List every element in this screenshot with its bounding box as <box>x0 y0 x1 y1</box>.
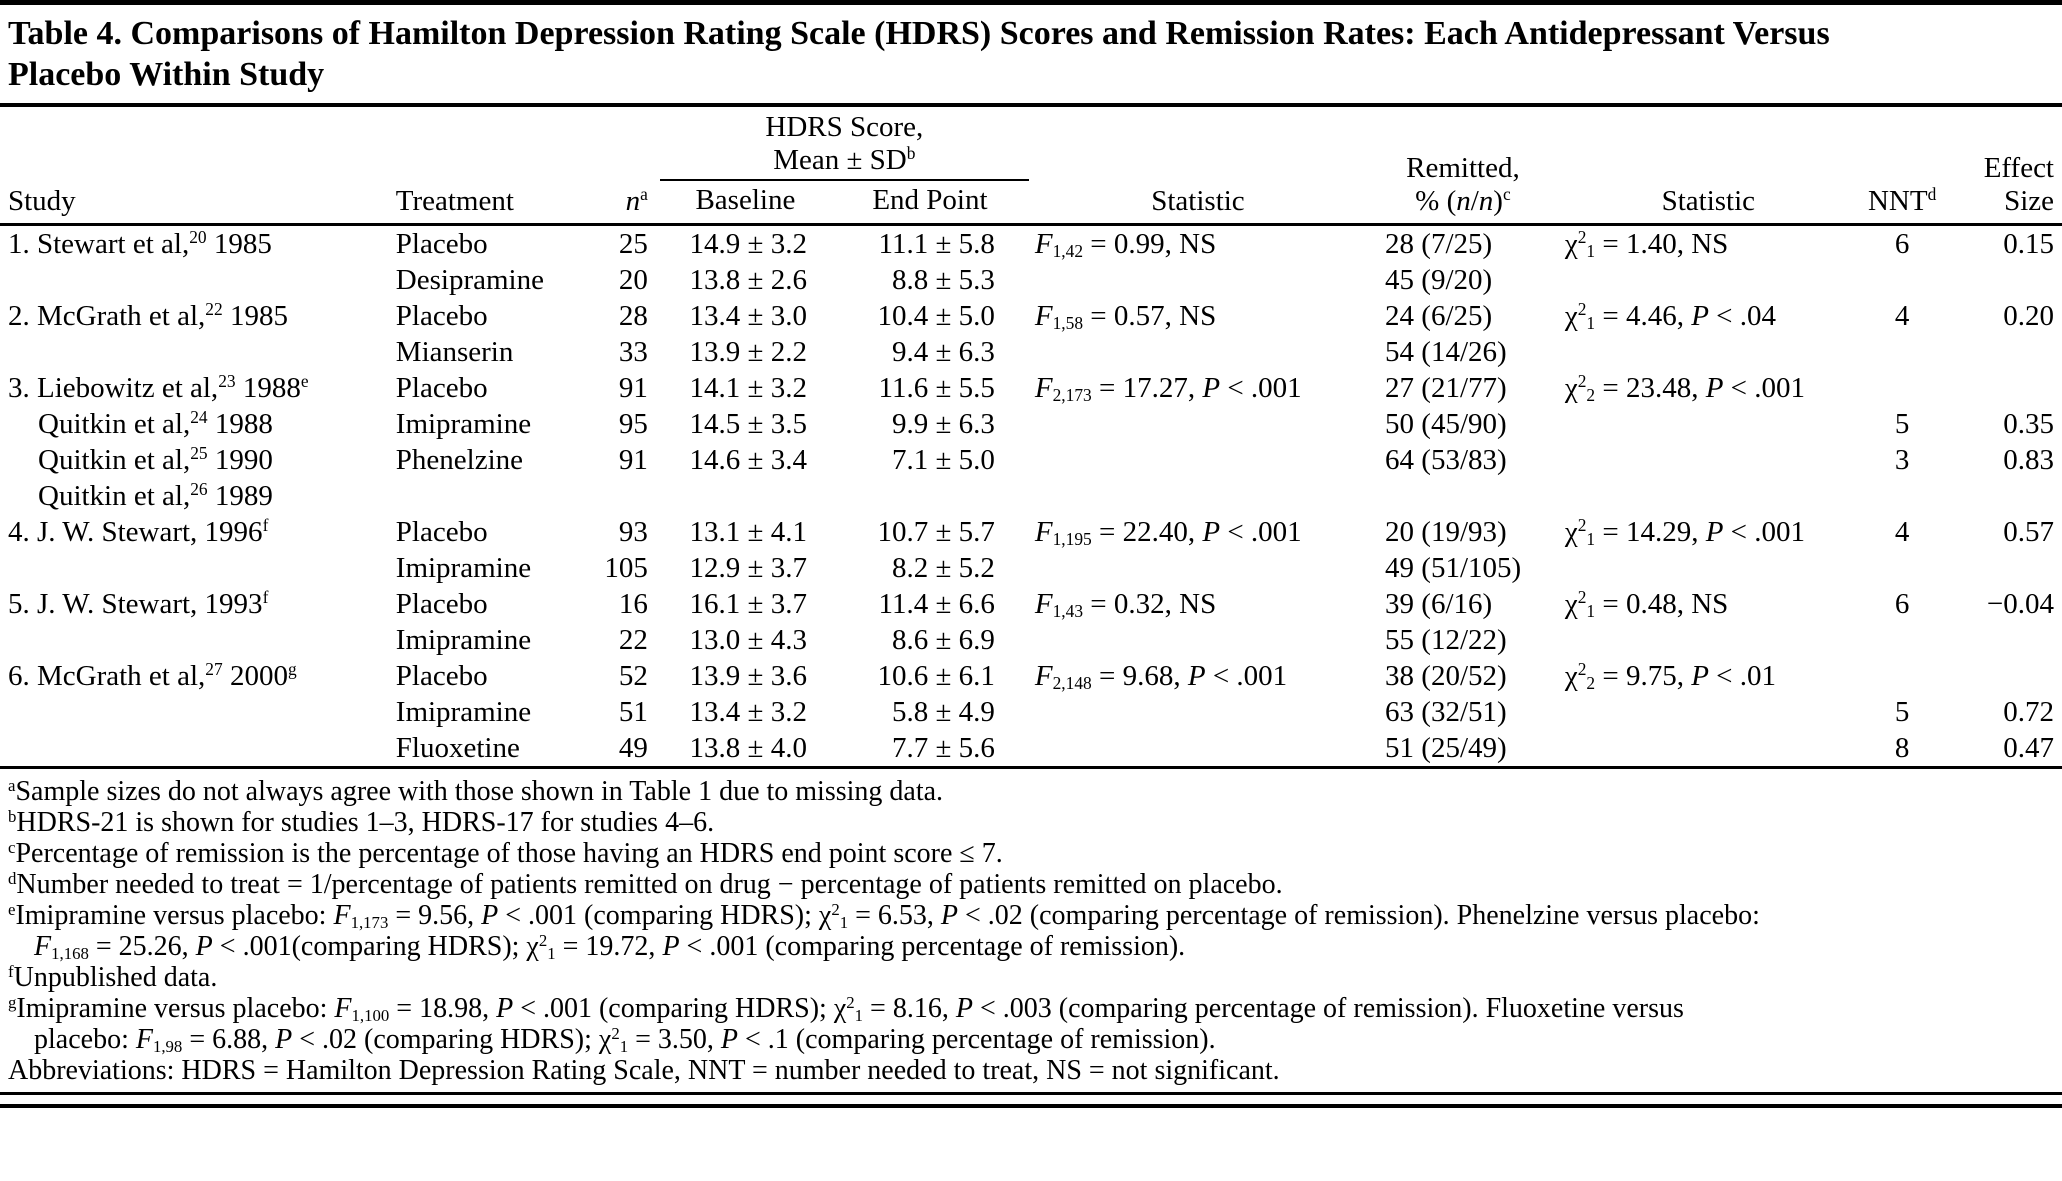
cell-statistic-remission <box>1559 550 1858 586</box>
cell-effect-size <box>1946 550 2062 586</box>
cell-study <box>0 622 392 658</box>
cell-endpoint: 8.2 ± 5.2 <box>891 552 995 584</box>
cell-nnt <box>1858 370 1947 406</box>
cell-effect-size: −0.04 <box>1986 588 2054 620</box>
comparison-table <box>0 107 2062 769</box>
table-row <box>0 370 2062 406</box>
footnote-g: $^g$Imipramine versus placebo: $F_{1,100} = 18.98$, P < .001 (comparing HDRS); $\chi^2_1 = 8.16$, P < .003 (comparing percentage of remission). Fluoxetine versus placebo: $F_{1,98} = 6.88$, P < .02 (comparing HDRS); $\chi^2_1 = 3.50$, P < .1 (comparing percentage of remission). <box>8 992 1684 1057</box>
cell-effect-size: 0.35 <box>2003 408 2054 440</box>
cell-baseline <box>660 478 831 514</box>
cell-statistic-hdrs: $F_{1,195} = 22.40$, P < .001 <box>1034 516 1302 550</box>
cell-effect-size: 0.83 <box>2003 444 2054 476</box>
cell-treatment: Placebo <box>392 225 586 263</box>
cell-effect-size <box>1946 658 2062 694</box>
cell-statistic-hdrs <box>1029 694 1367 730</box>
table-row <box>0 262 2062 298</box>
cell-nnt <box>1858 550 1947 586</box>
cell-treatment: Placebo <box>395 660 488 692</box>
cell-statistic-hdrs <box>1029 622 1367 658</box>
table-header <box>0 107 2062 225</box>
cell-study <box>0 694 392 730</box>
cell-statistic-remission <box>1559 334 1858 370</box>
cell-baseline: 13.4 ± 3.2 <box>689 696 807 728</box>
cell-n: 95 <box>618 408 648 440</box>
cell-endpoint: 10.7 ± 5.7 <box>877 516 995 548</box>
cell-remitted: 24 (6/25) <box>1385 300 1493 332</box>
cell-effect-size: 0.20 <box>2003 300 2054 332</box>
cell-study: Quitkin et al,$^{26}$ 1989 <box>38 479 273 512</box>
cell-endpoint: 5.8 ± 4.9 <box>891 696 995 728</box>
cell-endpoint: 8.6 ± 6.9 <box>891 624 995 656</box>
cell-endpoint: 7.7 ± 5.6 <box>831 730 1029 768</box>
footnotes <box>0 769 2062 1095</box>
table-row <box>0 694 2062 730</box>
cell-statistic-hdrs: $F_{2,173} = 17.27$, P < .001 <box>1034 372 1302 406</box>
table-title: Table 4. Comparisons of Hamilton Depression Rating Scale (HDRS) Scores and Remission Rates: Each Antidepressant Versus Placebo Within Study <box>0 5 2062 107</box>
cell-remitted: 49 (51/105) <box>1385 552 1522 584</box>
cell-endpoint: 9.9 ± 6.3 <box>891 408 995 440</box>
cell-treatment: Placebo <box>395 372 488 404</box>
table-row <box>0 442 2062 478</box>
cell-baseline: 13.0 ± 4.3 <box>689 624 807 656</box>
cell-treatment: Placebo <box>395 588 488 620</box>
cell-treatment: Imipramine <box>395 696 532 728</box>
cell-n: 20 <box>618 264 648 296</box>
cell-statistic-remission <box>1559 478 1858 514</box>
table-row <box>0 730 2062 768</box>
cell-n: 91 <box>618 444 648 476</box>
header-remitted: Remitted, % $(n/n)^c$ <box>1406 152 1520 217</box>
cell-remitted: 50 (45/90) <box>1385 408 1507 440</box>
cell-n: 51 <box>618 696 648 728</box>
cell-treatment: Phenelzine <box>395 444 524 476</box>
cell-treatment: Imipramine <box>395 408 532 440</box>
cell-effect-size <box>1946 478 2062 514</box>
cell-effect-size <box>1946 370 2062 406</box>
table-row <box>0 622 2062 658</box>
cell-effect-size: 0.15 <box>1946 225 2062 263</box>
cell-nnt: 4 <box>1894 300 1910 332</box>
table-row <box>0 478 2062 514</box>
bottom-double-rule <box>0 1095 2062 1108</box>
cell-statistic-remission <box>1559 622 1858 658</box>
cell-n: 52 <box>618 660 648 692</box>
cell-treatment: Mianserin <box>395 336 514 368</box>
cell-treatment <box>392 478 586 514</box>
cell-baseline: 16.1 ± 3.7 <box>689 588 807 620</box>
cell-baseline: 14.9 ± 3.2 <box>660 225 831 263</box>
cell-remitted: 28 (7/25) <box>1367 225 1559 263</box>
footnote-f: $^f$Unpublished data. <box>8 961 218 993</box>
cell-remitted: 55 (12/22) <box>1385 624 1507 656</box>
cell-endpoint: 8.8 ± 5.3 <box>891 264 995 296</box>
table-row <box>0 586 2062 622</box>
cell-statistic-remission <box>1559 730 1858 768</box>
cell-baseline: 12.9 ± 3.7 <box>689 552 807 584</box>
header-treatment: Treatment <box>395 185 514 217</box>
footnote-abbreviations: Abbreviations: HDRS = Hamilton Depression Rating Scale, NNT = number needed to treat, NS = not significant. <box>8 1055 1280 1086</box>
cell-statistic-hdrs <box>1029 478 1367 514</box>
table-row <box>0 514 2062 550</box>
cell-endpoint: 11.1 ± 5.8 <box>831 225 1029 263</box>
cell-effect-size <box>1946 334 2062 370</box>
cell-nnt <box>1858 334 1947 370</box>
cell-endpoint: 11.6 ± 5.5 <box>878 372 995 404</box>
footnote-c: $^c$Percentage of remission is the percentage of those having an HDRS end point score ≤ 7. <box>8 837 1003 869</box>
table-row <box>0 225 2062 263</box>
cell-statistic-hdrs <box>1029 406 1367 442</box>
cell-statistic-remission <box>1559 262 1858 298</box>
cell-study: 1. Stewart et al,$^{20}$ 1985 <box>0 225 392 263</box>
cell-n: 105 <box>604 552 648 584</box>
cell-statistic-hdrs <box>1029 334 1367 370</box>
cell-baseline: 14.5 ± 3.5 <box>689 408 807 440</box>
cell-nnt: 6 <box>1894 588 1910 620</box>
cell-statistic-remission: $\chi^2_2 = 9.75$, P < .01 <box>1564 659 1777 694</box>
cell-statistic-hdrs <box>1029 550 1367 586</box>
cell-remitted: 39 (6/16) <box>1385 588 1493 620</box>
cell-nnt: 6 <box>1858 225 1947 263</box>
cell-study: 6. McGrath et al,$^{27}$ 2000$^g$ <box>8 659 297 692</box>
cell-endpoint: 10.4 ± 5.0 <box>877 300 995 332</box>
cell-nnt: 8 <box>1858 730 1947 768</box>
cell-baseline: 13.9 ± 3.6 <box>689 660 807 692</box>
cell-effect-size: 0.57 <box>2003 516 2054 548</box>
header-hdrs-score-spanner: HDRS Score, Mean ± $SD^b$ <box>660 107 1029 180</box>
cell-study <box>0 262 392 298</box>
cell-endpoint: 9.4 ± 6.3 <box>891 336 995 368</box>
table-row <box>0 550 2062 586</box>
cell-effect-size: 0.47 <box>1946 730 2062 768</box>
cell-nnt: 3 <box>1894 444 1910 476</box>
cell-remitted: 45 (9/20) <box>1385 264 1493 296</box>
footnote-a: $^a$Sample sizes do not always agree with those shown in Table 1 due to missing data. <box>8 775 944 807</box>
cell-treatment: Imipramine <box>395 552 532 584</box>
cell-treatment: Placebo <box>395 516 488 548</box>
cell-treatment: Desipramine <box>395 264 544 296</box>
footnote-b: $^b$HDRS-21 is shown for studies 1–3, HDRS-17 for studies 4–6. <box>8 806 715 838</box>
header-effect-size: Effect Size <box>1983 152 2054 217</box>
cell-remitted: 27 (21/77) <box>1385 372 1507 404</box>
cell-n: 22 <box>618 624 648 656</box>
cell-endpoint: 7.1 ± 5.0 <box>891 444 995 476</box>
cell-baseline: 13.8 ± 4.0 <box>660 730 831 768</box>
cell-study: 5. J. W. Stewart, 1993$^f$ <box>8 587 269 620</box>
cell-n: 25 <box>586 225 660 263</box>
header-row-top <box>0 107 2062 180</box>
cell-n: 93 <box>618 516 648 548</box>
header-n: $n^a$ <box>625 184 648 217</box>
table-body <box>0 225 2062 768</box>
header-statistic-remission: Statistic <box>1661 185 1756 217</box>
cell-statistic-remission: $\chi^2_1 = 0.48$, NS <box>1564 587 1729 622</box>
cell-treatment: Imipramine <box>395 624 532 656</box>
cell-n: 91 <box>618 372 648 404</box>
cell-study <box>0 550 392 586</box>
cell-treatment: Placebo <box>395 300 488 332</box>
table-row <box>0 298 2062 334</box>
header-endpoint: End Point <box>872 184 988 216</box>
cell-n: 33 <box>618 336 648 368</box>
cell-baseline: 13.8 ± 2.6 <box>689 264 807 296</box>
header-study: Study <box>8 185 76 217</box>
table-row <box>0 406 2062 442</box>
cell-effect-size <box>1946 622 2062 658</box>
cell-remitted: 51 (25/49) <box>1367 730 1559 768</box>
cell-study <box>0 730 392 768</box>
cell-study: 4. J. W. Stewart, 1996$^f$ <box>8 515 269 548</box>
cell-statistic-hdrs <box>1029 262 1367 298</box>
cell-treatment: Fluoxetine <box>392 730 586 768</box>
cell-nnt: 4 <box>1894 516 1910 548</box>
cell-remitted: 20 (19/93) <box>1385 516 1507 548</box>
cell-study: 2. McGrath et al,$^{22}$ 1985 <box>8 299 288 332</box>
cell-nnt <box>1858 622 1947 658</box>
cell-nnt <box>1858 658 1947 694</box>
cell-baseline: 13.4 ± 3.0 <box>689 300 807 332</box>
cell-remitted: 54 (14/26) <box>1385 336 1507 368</box>
header-statistic-hdrs: Statistic <box>1151 185 1245 217</box>
cell-n: 16 <box>618 588 648 620</box>
cell-statistic-hdrs: $F_{2,148} = 9.68$, P < .001 <box>1034 660 1288 694</box>
cell-baseline: 14.1 ± 3.2 <box>689 372 807 404</box>
cell-baseline: 13.9 ± 2.2 <box>689 336 807 368</box>
cell-endpoint <box>831 478 1029 514</box>
cell-endpoint: 10.6 ± 6.1 <box>877 660 995 692</box>
cell-remitted: 64 (53/83) <box>1385 444 1507 476</box>
cell-n <box>586 478 660 514</box>
cell-study: Quitkin et al,$^{25}$ 1990 <box>38 443 273 476</box>
cell-endpoint: 11.4 ± 6.6 <box>878 588 995 620</box>
cell-statistic-hdrs <box>1029 442 1367 478</box>
cell-nnt <box>1858 262 1947 298</box>
cell-nnt: 5 <box>1894 696 1910 728</box>
cell-statistic-remission: $\chi^2_2 = 23.48$, P < .001 <box>1564 371 1806 406</box>
cell-statistic-remission <box>1559 406 1858 442</box>
cell-baseline: 14.6 ± 3.4 <box>689 444 807 476</box>
cell-statistic-remission: $\chi^2_1 = 1.40$, NS <box>1559 225 1858 263</box>
footnote-d: $^d$Number needed to treat = 1/percentage of patients remitted on drug − percentage of patients remitted on placebo. <box>8 868 1283 900</box>
header-baseline: Baseline <box>695 184 796 216</box>
cell-study: 3. Liebowitz et al,$^{23}$ 1988e <box>8 371 309 404</box>
cell-nnt <box>1858 478 1947 514</box>
cell-statistic-hdrs: $F_{1,43} = 0.32$, NS <box>1034 588 1217 622</box>
table-row <box>0 334 2062 370</box>
cell-statistic-remission: $\chi^2_1 = 4.46$, P < .04 <box>1564 299 1777 334</box>
cell-study: Quitkin et al,$^{24}$ 1988 <box>38 407 273 440</box>
cell-n: 28 <box>618 300 648 332</box>
cell-study <box>0 334 392 370</box>
cell-statistic-hdrs <box>1029 730 1367 768</box>
cell-effect-size <box>1946 262 2062 298</box>
cell-remitted <box>1367 478 1559 514</box>
cell-n: 49 <box>586 730 660 768</box>
footnote-e: $^e$Imipramine versus placebo: $F_{1,173} = 9.56$, P < .001 (comparing HDRS); $\chi^2_1 = 6.53$, P < .02 (comparing percentage of remission). Phenelzine versus placebo: $F_{1,168} = 25.26$, P < .001(comparing HDRS); $\chi^2_1 = 19.72$, P < .001 (comparing percentage of remission). <box>8 899 1760 964</box>
cell-baseline: 13.1 ± 4.1 <box>689 516 807 548</box>
cell-statistic-remission: $\chi^2_1 = 14.29$, P < .001 <box>1564 515 1806 550</box>
cell-effect-size: 0.72 <box>2003 696 2054 728</box>
table-row <box>0 658 2062 694</box>
cell-statistic-hdrs: $F_{1,58} = 0.57$, NS <box>1034 300 1217 334</box>
cell-statistic-remission <box>1559 694 1858 730</box>
cell-statistic-hdrs: $F_{1,42} = 0.99$, NS <box>1029 225 1367 263</box>
cell-nnt: 5 <box>1894 408 1910 440</box>
cell-remitted: 63 (32/51) <box>1385 696 1507 728</box>
cell-statistic-remission <box>1559 442 1858 478</box>
cell-remitted: 38 (20/52) <box>1385 660 1507 692</box>
header-nnt: NNT$^d$ <box>1867 184 1937 217</box>
